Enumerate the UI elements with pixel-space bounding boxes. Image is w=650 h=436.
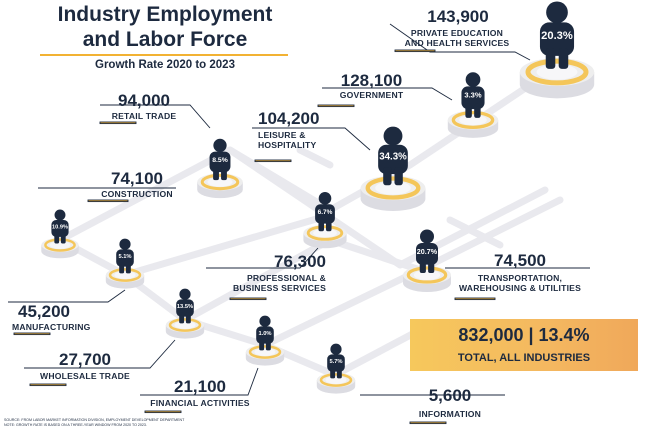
title-line-1: Industry Employment bbox=[57, 3, 273, 26]
leisure-hospitality-growth: 34.3% bbox=[379, 151, 407, 163]
leisure-hospitality-value: 104,200 bbox=[258, 109, 320, 128]
leisure-hospitality-figure bbox=[361, 127, 426, 211]
construction-value: 74,100 bbox=[111, 169, 163, 188]
government-growth: 3.3% bbox=[464, 90, 482, 100]
accent-underline bbox=[255, 160, 291, 162]
manufacturing-growth: 5.1% bbox=[118, 254, 132, 261]
accent-underline bbox=[145, 411, 181, 413]
title-underline bbox=[40, 54, 288, 56]
financial-activities-label: FINANCIAL ACTIVITIES bbox=[150, 398, 250, 408]
retail-trade-value: 94,000 bbox=[118, 91, 170, 110]
leader-line bbox=[8, 290, 125, 302]
total-label: TOTAL, ALL INDUSTRIES bbox=[457, 352, 591, 364]
page-subtitle: Growth Rate 2020 to 2023 bbox=[95, 59, 235, 71]
government-label: GOVERNMENT bbox=[339, 90, 404, 100]
professional-business-label: PROFESSIONAL & BUSINESS SERVICES bbox=[232, 273, 326, 293]
private-education-figure bbox=[520, 1, 594, 98]
private-education-label: PRIVATE EDUCATION AND HEALTH SERVICES bbox=[404, 28, 510, 48]
accent-underline bbox=[230, 298, 266, 300]
financial-activities-value: 21,100 bbox=[174, 377, 226, 396]
transportation-label: TRANSPORTATION, WAREHOUSING & UTILITIES bbox=[458, 273, 582, 293]
government-figure bbox=[448, 72, 498, 138]
accent-underline bbox=[410, 422, 446, 424]
accent-underline bbox=[100, 122, 136, 124]
wholesale-trade-value: 27,700 bbox=[59, 350, 111, 369]
private-education-value: 143,900 bbox=[427, 7, 489, 26]
accent-underline bbox=[14, 333, 50, 335]
retail-trade-figure bbox=[197, 139, 243, 198]
information-label: INFORMATION bbox=[418, 409, 482, 419]
professional-business-value: 76,300 bbox=[274, 252, 326, 271]
accent-underline bbox=[88, 200, 128, 202]
accent-underline bbox=[455, 298, 495, 300]
retail-trade-label: RETAIL TRADE bbox=[111, 111, 177, 121]
total-value: 832,000 | 13.4% bbox=[458, 325, 590, 345]
financial-activities-growth: 1.0% bbox=[258, 331, 272, 338]
accent-underline bbox=[395, 50, 435, 52]
transportation-growth: 20.7% bbox=[416, 246, 438, 256]
retail-trade-growth: 8.5% bbox=[212, 156, 228, 164]
manufacturing-value: 45,200 bbox=[18, 302, 70, 321]
construction-label: CONSTRUCTION bbox=[101, 189, 173, 199]
information-value: 5,600 bbox=[428, 386, 472, 405]
private-education-growth: 20.3% bbox=[541, 30, 573, 43]
leisure-hospitality-label: LEISURE & HOSPITALITY bbox=[258, 130, 317, 150]
manufacturing-figure bbox=[106, 239, 144, 289]
construction-growth: 10.9% bbox=[52, 224, 68, 231]
professional-business-growth: 6.7% bbox=[317, 208, 333, 216]
wholesale-trade-growth: 13.5% bbox=[176, 304, 194, 311]
government-value: 128,100 bbox=[340, 71, 403, 90]
accent-underline bbox=[318, 105, 354, 107]
transportation-value: 74,500 bbox=[494, 251, 546, 270]
accent-underline bbox=[30, 384, 66, 386]
total-panel bbox=[410, 319, 638, 371]
page-title bbox=[50, 2, 280, 52]
information-growth: 5.7% bbox=[329, 359, 343, 366]
wholesale-trade-label: WHOLESALE TRADE bbox=[40, 371, 130, 381]
title-line-2: and Labor Force bbox=[82, 28, 248, 51]
manufacturing-label: MANUFACTURING bbox=[12, 322, 91, 332]
source-note: SOURCE: FROM LABOR MARKET INFORMATION DIVISION, EMPLOYMENT DEVELOPMENT DEPARTMENT NOTE: GROWTH RATE IS BASED ON A THREE-YEAR WINDOW FROM 2020 TO 2023. bbox=[4, 418, 185, 427]
